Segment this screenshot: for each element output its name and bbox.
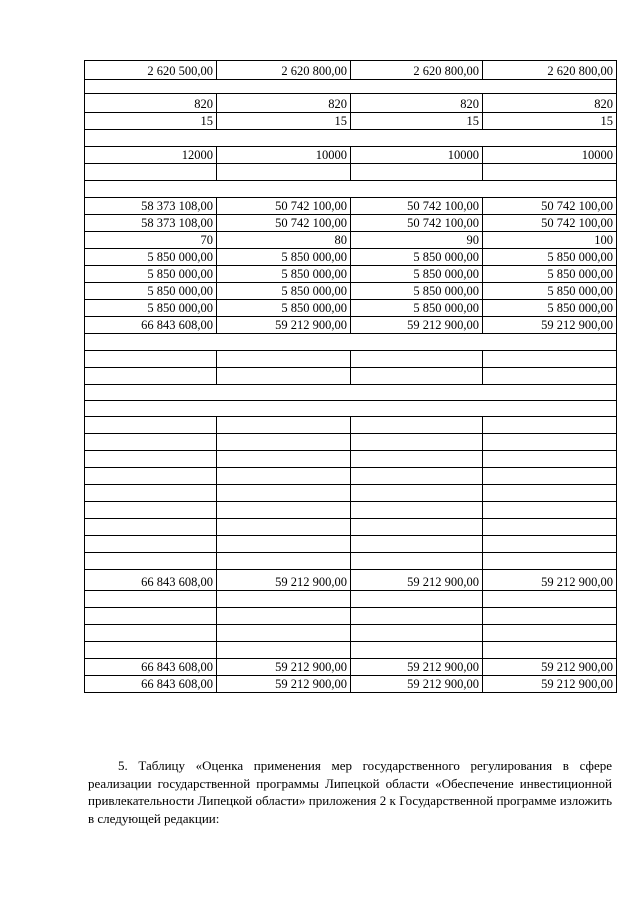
table-row <box>85 434 617 451</box>
table-row <box>85 266 617 283</box>
table-cell <box>351 553 483 570</box>
table-cell <box>483 368 617 385</box>
table-cell <box>217 351 351 368</box>
table-spanning-cell <box>85 401 617 417</box>
table-cell: 5 850 000,00 <box>217 249 351 266</box>
table-cell <box>483 417 617 434</box>
table-cell <box>85 519 217 536</box>
table-cell: 59 212 900,00 <box>483 570 617 591</box>
financing-table <box>84 60 617 693</box>
table-spanning-cell <box>85 181 617 198</box>
table-cell: 5 850 000,00 <box>351 300 483 317</box>
table-cell: 58 373 108,00 <box>85 198 217 215</box>
table-cell: 5 850 000,00 <box>85 283 217 300</box>
table-cell <box>483 608 617 625</box>
table-cell <box>85 553 217 570</box>
table-cell: 59 212 900,00 <box>351 317 483 334</box>
table-row <box>85 417 617 434</box>
table-cell <box>217 536 351 553</box>
amendment-paragraph <box>88 757 612 827</box>
table-row <box>85 625 617 642</box>
table-cell <box>351 502 483 519</box>
table-cell <box>351 451 483 468</box>
table-cell: 50 742 100,00 <box>217 215 351 232</box>
table-row <box>85 659 617 676</box>
table-cell <box>217 417 351 434</box>
table-cell <box>351 536 483 553</box>
table-row <box>85 451 617 468</box>
table-row <box>85 130 617 147</box>
table-row <box>85 283 617 300</box>
table-cell <box>217 468 351 485</box>
table-cell: 15 <box>85 113 217 130</box>
table-row <box>85 519 617 536</box>
table-row <box>85 591 617 608</box>
table-row <box>85 334 617 351</box>
table-cell <box>351 164 483 181</box>
table-cell: 59 212 900,00 <box>351 676 483 693</box>
table-cell <box>85 536 217 553</box>
table-cell: 2 620 800,00 <box>217 61 351 80</box>
table-cell: 820 <box>351 94 483 113</box>
table-row <box>85 536 617 553</box>
table-cell: 70 <box>85 232 217 249</box>
table-cell <box>483 502 617 519</box>
table-cell: 820 <box>85 94 217 113</box>
table-row <box>85 147 617 164</box>
table-cell <box>217 368 351 385</box>
table-cell <box>351 625 483 642</box>
table-cell: 66 843 608,00 <box>85 676 217 693</box>
table-row <box>85 502 617 519</box>
table-cell <box>351 591 483 608</box>
table-cell <box>85 417 217 434</box>
amendment-text: 5. Таблицу «Оценка применения мер государственного регулирования в сфере реализации государственной программы Липецкой области «Обеспечение инвестиционной привлекательности Липецкой области» приложения 2 к Государственной программе изложить в следующей редакции: <box>88 758 612 826</box>
table-cell: 59 212 900,00 <box>217 659 351 676</box>
table-cell: 5 850 000,00 <box>483 249 617 266</box>
table-cell: 50 742 100,00 <box>351 198 483 215</box>
table-cell <box>217 519 351 536</box>
table-cell <box>85 368 217 385</box>
table-cell <box>217 485 351 502</box>
table-cell <box>351 468 483 485</box>
table-cell <box>351 485 483 502</box>
table-cell <box>85 164 217 181</box>
table-cell: 2 620 800,00 <box>351 61 483 80</box>
table-cell <box>483 591 617 608</box>
table-cell: 100 <box>483 232 617 249</box>
table-cell <box>351 642 483 659</box>
table-row <box>85 181 617 198</box>
table-cell <box>483 642 617 659</box>
table-row <box>85 385 617 401</box>
table-cell: 15 <box>483 113 617 130</box>
table-row <box>85 215 617 232</box>
table-cell: 5 850 000,00 <box>351 266 483 283</box>
table-cell: 12000 <box>85 147 217 164</box>
table-cell: 15 <box>351 113 483 130</box>
table-spanning-cell <box>85 385 617 401</box>
table-cell: 5 850 000,00 <box>217 300 351 317</box>
table-row <box>85 300 617 317</box>
table-cell <box>85 642 217 659</box>
table-spanning-cell <box>85 80 617 94</box>
table-cell: 5 850 000,00 <box>217 283 351 300</box>
table-cell: 5 850 000,00 <box>483 266 617 283</box>
table-row <box>85 317 617 334</box>
table-cell: 10000 <box>351 147 483 164</box>
table-cell: 59 212 900,00 <box>217 676 351 693</box>
table-cell: 5 850 000,00 <box>85 249 217 266</box>
table-cell: 5 850 000,00 <box>85 266 217 283</box>
table-row <box>85 642 617 659</box>
table-cell <box>85 591 217 608</box>
table-cell: 66 843 608,00 <box>85 317 217 334</box>
table-cell <box>483 519 617 536</box>
table-cell: 2 620 500,00 <box>85 61 217 80</box>
table-cell: 5 850 000,00 <box>483 300 617 317</box>
table-cell <box>217 591 351 608</box>
table-cell <box>351 351 483 368</box>
table-cell <box>483 485 617 502</box>
table-cell: 59 212 900,00 <box>483 317 617 334</box>
table-cell: 2 620 800,00 <box>483 61 617 80</box>
table-cell: 50 742 100,00 <box>351 215 483 232</box>
table-row <box>85 351 617 368</box>
table-cell: 5 850 000,00 <box>351 249 483 266</box>
table-row <box>85 61 617 80</box>
table-cell: 90 <box>351 232 483 249</box>
table-cell <box>217 625 351 642</box>
table-row <box>85 570 617 591</box>
table-cell: 820 <box>483 94 617 113</box>
table-cell <box>85 502 217 519</box>
table-row <box>85 676 617 693</box>
table-row <box>85 468 617 485</box>
table-row <box>85 553 617 570</box>
table-cell: 59 212 900,00 <box>351 570 483 591</box>
table-cell <box>217 608 351 625</box>
financing-table-body <box>85 61 617 693</box>
table-cell <box>483 451 617 468</box>
table-cell <box>217 502 351 519</box>
table-cell: 820 <box>217 94 351 113</box>
table-cell <box>483 434 617 451</box>
table-row <box>85 485 617 502</box>
table-cell <box>85 485 217 502</box>
table-spanning-cell <box>85 334 617 351</box>
table-row <box>85 368 617 385</box>
table-row <box>85 249 617 266</box>
table-row <box>85 232 617 249</box>
table-cell <box>85 451 217 468</box>
table-row <box>85 164 617 181</box>
table-cell <box>483 536 617 553</box>
table-cell: 15 <box>217 113 351 130</box>
table-cell: 5 850 000,00 <box>85 300 217 317</box>
table-cell: 50 742 100,00 <box>483 215 617 232</box>
table-cell <box>217 164 351 181</box>
table-cell <box>483 553 617 570</box>
table-cell: 5 850 000,00 <box>217 266 351 283</box>
table-cell: 66 843 608,00 <box>85 659 217 676</box>
table-cell <box>483 351 617 368</box>
table-cell <box>85 468 217 485</box>
table-cell: 50 742 100,00 <box>483 198 617 215</box>
table-cell <box>85 625 217 642</box>
table-cell <box>483 164 617 181</box>
table-cell: 80 <box>217 232 351 249</box>
table-row <box>85 608 617 625</box>
table-cell: 58 373 108,00 <box>85 215 217 232</box>
table-cell <box>217 553 351 570</box>
table-cell <box>351 368 483 385</box>
table-spanning-cell <box>85 130 617 147</box>
table-cell <box>483 625 617 642</box>
table-cell: 59 212 900,00 <box>483 676 617 693</box>
table-cell: 59 212 900,00 <box>351 659 483 676</box>
table-cell: 59 212 900,00 <box>217 317 351 334</box>
table-cell: 5 850 000,00 <box>483 283 617 300</box>
table-cell: 66 843 608,00 <box>85 570 217 591</box>
table-row <box>85 94 617 113</box>
table-row <box>85 401 617 417</box>
table-cell <box>351 519 483 536</box>
table-cell: 5 850 000,00 <box>351 283 483 300</box>
table-cell <box>217 434 351 451</box>
table-row <box>85 80 617 94</box>
table-cell: 50 742 100,00 <box>217 198 351 215</box>
table-cell: 59 212 900,00 <box>217 570 351 591</box>
table-cell <box>483 468 617 485</box>
table-cell: 59 212 900,00 <box>483 659 617 676</box>
table-cell <box>351 434 483 451</box>
table-cell <box>351 608 483 625</box>
table-cell <box>85 608 217 625</box>
table-cell: 10000 <box>217 147 351 164</box>
table-cell <box>217 451 351 468</box>
table-cell <box>217 642 351 659</box>
table-cell <box>85 434 217 451</box>
table-cell: 10000 <box>483 147 617 164</box>
table-row <box>85 198 617 215</box>
table-cell <box>351 417 483 434</box>
table-row <box>85 113 617 130</box>
table-cell <box>85 351 217 368</box>
